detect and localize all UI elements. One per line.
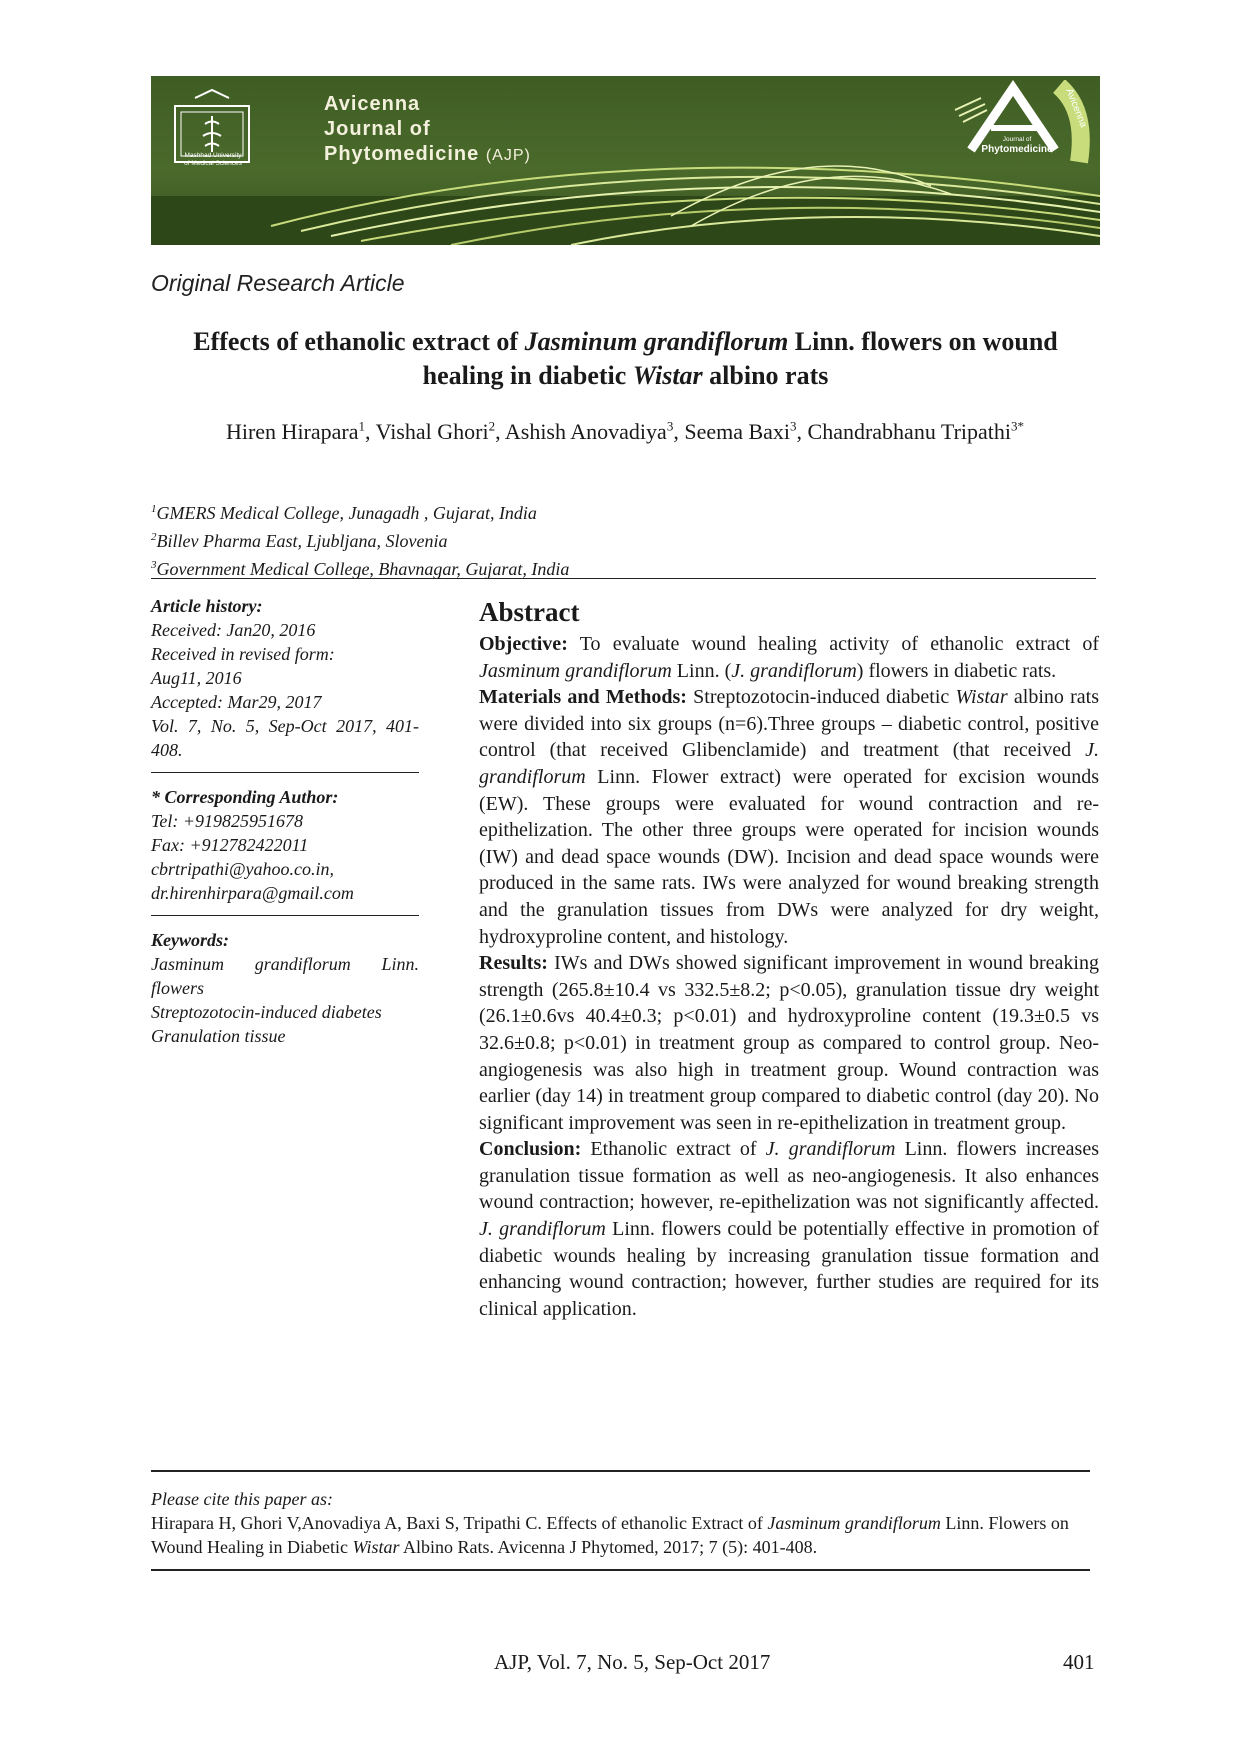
citation-block bbox=[151, 1487, 1100, 1559]
author: Seema Baxi$^3$, bbox=[684, 419, 808, 445]
logo-arc-text: Avicenna bbox=[1063, 87, 1089, 130]
author-list bbox=[200, 413, 1050, 446]
affiliation: $^1$GMERS Medical College, Junagadh , Gujarat, India bbox=[151, 503, 537, 523]
author: Ashish Anovadiya$^3$, bbox=[504, 419, 685, 445]
corresponding-author bbox=[151, 785, 419, 905]
article-info-sidebar bbox=[151, 594, 419, 1048]
keyword-item: Granulation tissue bbox=[151, 1026, 286, 1046]
citation-divider-bottom bbox=[151, 1569, 1090, 1571]
volume-info: Vol. 7, No. 5, Sep-Oct 2017, 401-408. bbox=[151, 716, 419, 760]
citation-text: Hirapara H, Ghori V,Anovadiya A, Baxi S, Tripathi C. Effects of ethanolic Extract of Jasminum grandiflorum Linn. Flowers on Wound Healing in Diabetic Wistar Albino Rats. Avicenna J Phytomed, 2017; 7 (5): 401-408. bbox=[151, 1513, 1069, 1557]
affiliation: $^2$Billev Pharma East, Ljubljana, Slovenia bbox=[151, 531, 448, 551]
corresponding-fax: Fax: +912782422011 bbox=[151, 835, 309, 855]
revised-label: Received in revised form: bbox=[151, 644, 335, 664]
citation-lead: Please cite this paper as: bbox=[151, 1489, 333, 1509]
abstract-conclusion: Conclusion: Ethanolic extract of J. grandiflorum Linn. flowers increases granulation tissue formation as well as neo-angiogenesis. It also enhances wound contraction; however, re-epithelization was not significantly affected. J. grandiflorum Linn. flowers could be potentially effective in promotion of diabetic wounds healing by increasing granulation tissue formation and enhancing wound contraction; however, further studies are required for its clinical application. bbox=[479, 1138, 1099, 1320]
sidebar-divider bbox=[151, 915, 419, 916]
journal-title: Avicenna Journal of Phytomedicine (AJP) bbox=[324, 93, 531, 165]
university-name: Mashhad University of Medical Sciences bbox=[184, 152, 242, 167]
article-type: Original Research Article bbox=[151, 270, 405, 296]
affiliation: $^3$Government Medical College, Bhavnagar, Gujarat, India bbox=[151, 559, 570, 579]
abstract-objective: Objective: To evaluate wound healing activity of ethanolic extract of Jasminum grandiflorum Linn. (J. grandiflorum) flowers in diabetic rats. bbox=[479, 633, 1099, 682]
affiliations bbox=[151, 497, 569, 581]
author: Vishal Ghori$^2$, bbox=[375, 419, 505, 445]
page-number: 401 bbox=[1063, 1650, 1095, 1674]
revised-date: Aug11, 2016 bbox=[151, 668, 242, 688]
accepted-date: Accepted: Mar29, 2017 bbox=[151, 692, 322, 712]
corresponding-email[interactable]: dr.hirenhirpara@gmail.com bbox=[151, 883, 354, 903]
keyword-item: Streptozotocin-induced diabetes bbox=[151, 1002, 382, 1022]
article-title: Effects of ethanolic extract of Jasminum grandiflorum Linn. flowers on wound healing in diabetic Wistar albino rats bbox=[193, 327, 1058, 390]
corresponding-tel: Tel: +919825951678 bbox=[151, 811, 303, 831]
header-divider bbox=[151, 578, 1096, 579]
article-history bbox=[151, 594, 419, 762]
author: Hiren Hirapara$^1$, bbox=[225, 419, 376, 445]
article-history-heading: Article history: bbox=[151, 596, 263, 616]
footer-journal-info: AJP, Vol. 7, No. 5, Sep-Oct 2017 bbox=[494, 1650, 771, 1674]
abstract-section bbox=[479, 595, 1099, 1322]
keywords bbox=[151, 928, 419, 1048]
keyword-item: Jasminum grandiflorum Linn. flowers bbox=[151, 954, 419, 998]
keywords-heading: Keywords: bbox=[151, 930, 229, 950]
sidebar-divider bbox=[151, 772, 419, 773]
abstract-methods: Materials and Methods: Streptozotocin-induced diabetic Wistar albino rats were divided into six groups (n=6).Three groups – diabetic control, positive control (that received Glibenclamide) and treatment (that received J. grandiflorum Linn. Flower extract) were operated for excision wounds (EW). These groups were evaluated for wound contraction and re-epithelization. The other three groups were operated for incision wounds (IW) and dead space wounds (DW). Incision and dead space wounds were produced in the same rats. IWs were analyzed for wound breaking strength and the granulation tissues from DWs were analyzed for dry weight, hydroxyproline content, and histology. bbox=[479, 686, 1099, 948]
corresponding-email[interactable]: cbrtripathi@yahoo.co.in, bbox=[151, 859, 335, 879]
abstract-heading: Abstract bbox=[479, 597, 580, 627]
ajp-logo-text: Journal of Phytomedicine bbox=[981, 136, 1053, 155]
abstract-results: Results: IWs and DWs showed significant improvement in wound breaking strength (265.8±10.4 vs 332.5±8.2; p<0.05), granulation tissue dry weight (26.1±0.6vs 40.4±0.3; p<0.01) and hydroxyproline content (19.3±0.5 vs 32.6±0.8; p<0.01) in treatment group as compared to control group. Neo-angiogenesis was also high in treatment group. Wound contraction was earlier (day 14) in treatment group compared to diabetic control (day 20). No significant improvement was seen in re-epithelization in treatment group. bbox=[479, 952, 1099, 1134]
corresponding-heading: * Corresponding Author: bbox=[151, 787, 339, 807]
author: Chandrabhanu Tripathi$^{3*}$ bbox=[807, 419, 1025, 445]
citation-divider-top bbox=[151, 1470, 1090, 1472]
received-date: Received: Jan20, 2016 bbox=[151, 620, 316, 640]
journal-banner bbox=[151, 76, 1100, 245]
